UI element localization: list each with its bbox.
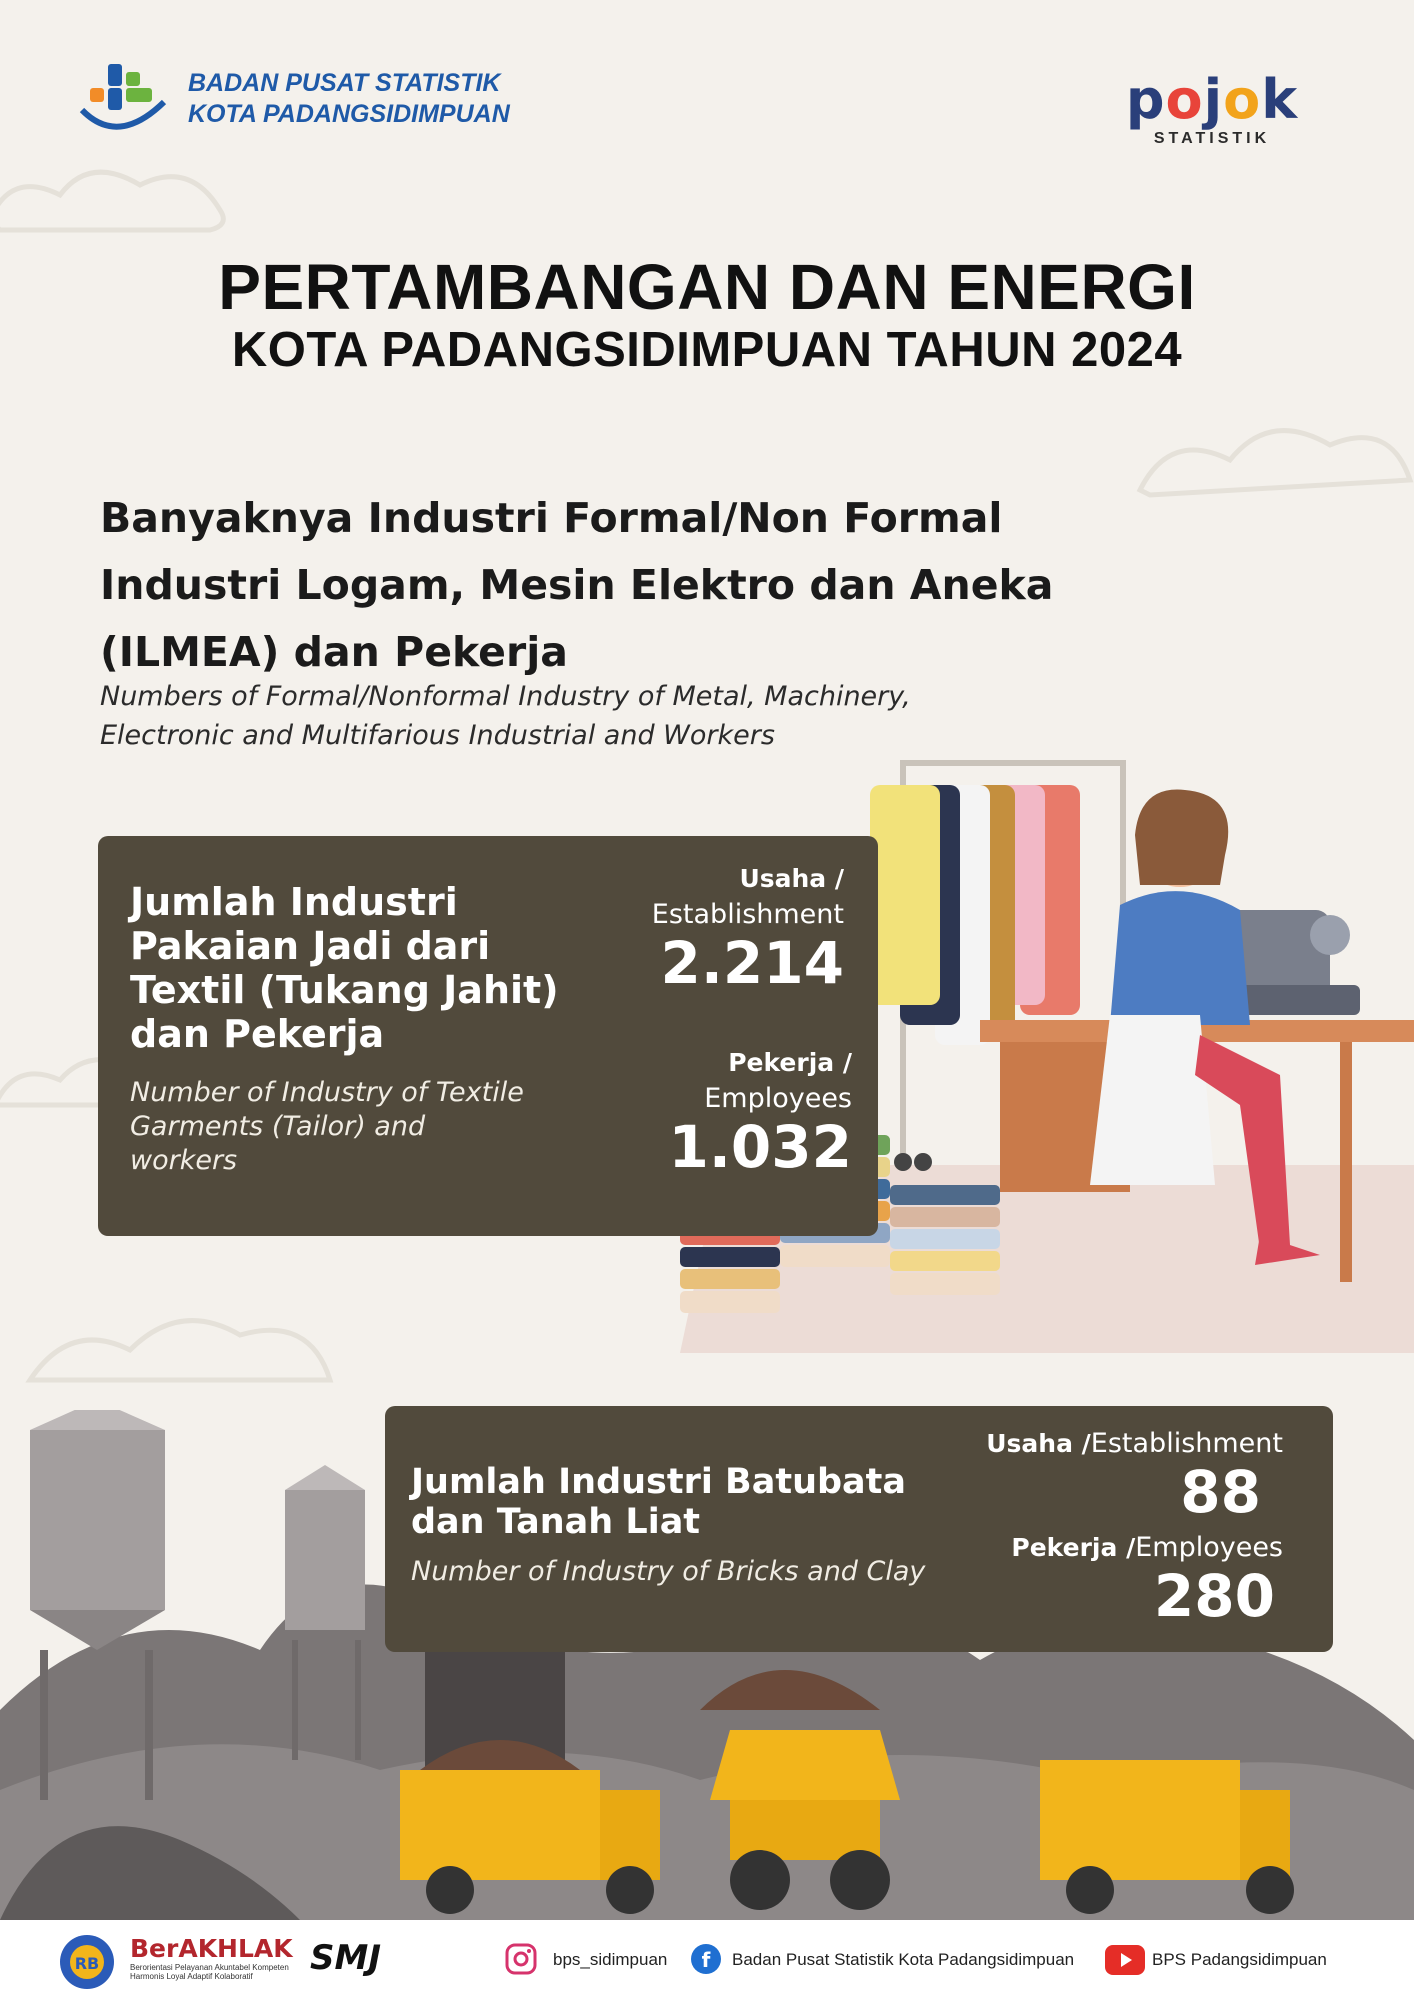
bricks-employees-label-bold: Pekerja / (1011, 1533, 1136, 1562)
organization-name-line1: BADAN PUSAT STATISTIK (188, 69, 501, 97)
youtube-icon (1105, 1945, 1145, 1975)
bricks-establishment-value: 88 (1180, 1458, 1261, 1526)
organization-name-line2: KOTA PADANGSIDIMPUAN (188, 100, 510, 128)
svg-text:RB: RB (74, 1954, 100, 1973)
bricks-employees-block (1011, 1532, 1283, 1629)
textile-employees-value: 1.032 (668, 1113, 852, 1181)
textile-card-title-line1: Jumlah Industri (130, 880, 458, 924)
berakhlak-logo (130, 1934, 293, 1981)
pojok-statistik-logo (1112, 70, 1312, 148)
textile-establishment-value: 2.214 (660, 929, 844, 997)
section-subtitle (100, 677, 1150, 755)
bricks-establishment-label: Establishment (1090, 1428, 1283, 1459)
textile-employees-label-bold: Pekerja / (728, 1048, 852, 1077)
section-subtitle-line1: Numbers of Formal/Nonformal Industry of Metal, Machinery, (100, 681, 911, 712)
textile-employees-label: Employees (704, 1083, 852, 1114)
reformasi-birokrasi-logo-icon (52, 1932, 122, 1992)
facebook-page[interactable]: Badan Pusat Statistik Kota Padangsidimpuan (732, 1950, 1075, 1969)
page-title: PERTAMBANGAN DAN ENERGI (218, 251, 1196, 323)
textile-card-subtitle-line3: workers (130, 1145, 238, 1176)
bps-logo-icon (78, 62, 168, 142)
bricks-industry-card (385, 1406, 1333, 1652)
bricks-card-title (411, 1462, 906, 1542)
instagram-icon (505, 1943, 537, 1975)
textile-industry-card (98, 836, 878, 1236)
page-subtitle: KOTA PADANGSIDIMPUAN TAHUN 2024 (231, 323, 1183, 377)
instagram-handle[interactable]: bps_sidimpuan (553, 1950, 668, 1969)
cloud-ornament (0, 150, 240, 240)
bricks-card-title-line1: Jumlah Industri Batubata (411, 1462, 907, 1502)
textile-card-title (130, 880, 559, 1056)
facebook-icon (690, 1943, 722, 1975)
textile-card-subtitle (130, 1076, 524, 1178)
section-title-line3: (ILMEA) dan Pekerja (100, 628, 568, 676)
textile-card-subtitle-line2: Garments (Tailor) and (130, 1111, 426, 1142)
section-title-line2: Industri Logam, Mesin Elektro dan Aneka (100, 561, 1054, 609)
bricks-establishment-block (986, 1428, 1283, 1525)
section-title-line1: Banyaknya Industri Formal/Non Formal (100, 494, 1003, 542)
textile-establishment-label-bold: Usaha / (739, 864, 844, 893)
section-subtitle-line2: Electronic and Multifarious Industrial and Workers (100, 720, 775, 751)
section-title (100, 485, 1150, 686)
pojok-logo-subtitle: STATISTIK (1153, 130, 1271, 147)
textile-card-subtitle-line1: Number of Industry of Textile (130, 1077, 524, 1108)
bricks-employees-label: Employees (1135, 1532, 1283, 1563)
textile-establishment-label: Establishment (651, 899, 844, 930)
pojok-logo-word: pojok (1125, 68, 1299, 131)
bricks-employees-label-row (1011, 1532, 1283, 1563)
svg-text:f: f (701, 1948, 711, 1972)
berakhlak-tagline2: Harmonis Loyal Adaptif Kolaboratif (130, 1972, 253, 1981)
textile-establishment-block (652, 864, 844, 996)
cloud-ornament (1130, 400, 1414, 510)
berakhlak-tagline1: Berorientasi Pelayanan Akuntabel Kompeten (130, 1963, 289, 1972)
berakhlak-word: BerAKHLAK (130, 1934, 293, 1963)
bricks-establishment-label-bold: Usaha / (986, 1429, 1091, 1458)
bricks-establishment-label-row (986, 1428, 1283, 1459)
bricks-employees-value: 280 (1153, 1562, 1275, 1630)
footer (0, 1920, 1414, 2000)
textile-card-title-line4: dan Pekerja (130, 1012, 385, 1056)
bricks-card-subtitle: Number of Industry of Bricks and Clay (411, 1556, 926, 1587)
cloud-ornament (20, 1290, 340, 1400)
textile-card-title-line3: Textil (Tukang Jahit) (130, 968, 559, 1012)
bricks-card-title-line2: dan Tanah Liat (411, 1502, 701, 1542)
youtube-channel[interactable]: BPS Padangsidimpuan (1152, 1950, 1327, 1969)
textile-employees-block (669, 1048, 852, 1180)
smj-logo: SMJ (310, 1938, 381, 1978)
textile-card-title-line2: Pakaian Jadi dari (130, 924, 491, 968)
organization-name (188, 68, 510, 130)
